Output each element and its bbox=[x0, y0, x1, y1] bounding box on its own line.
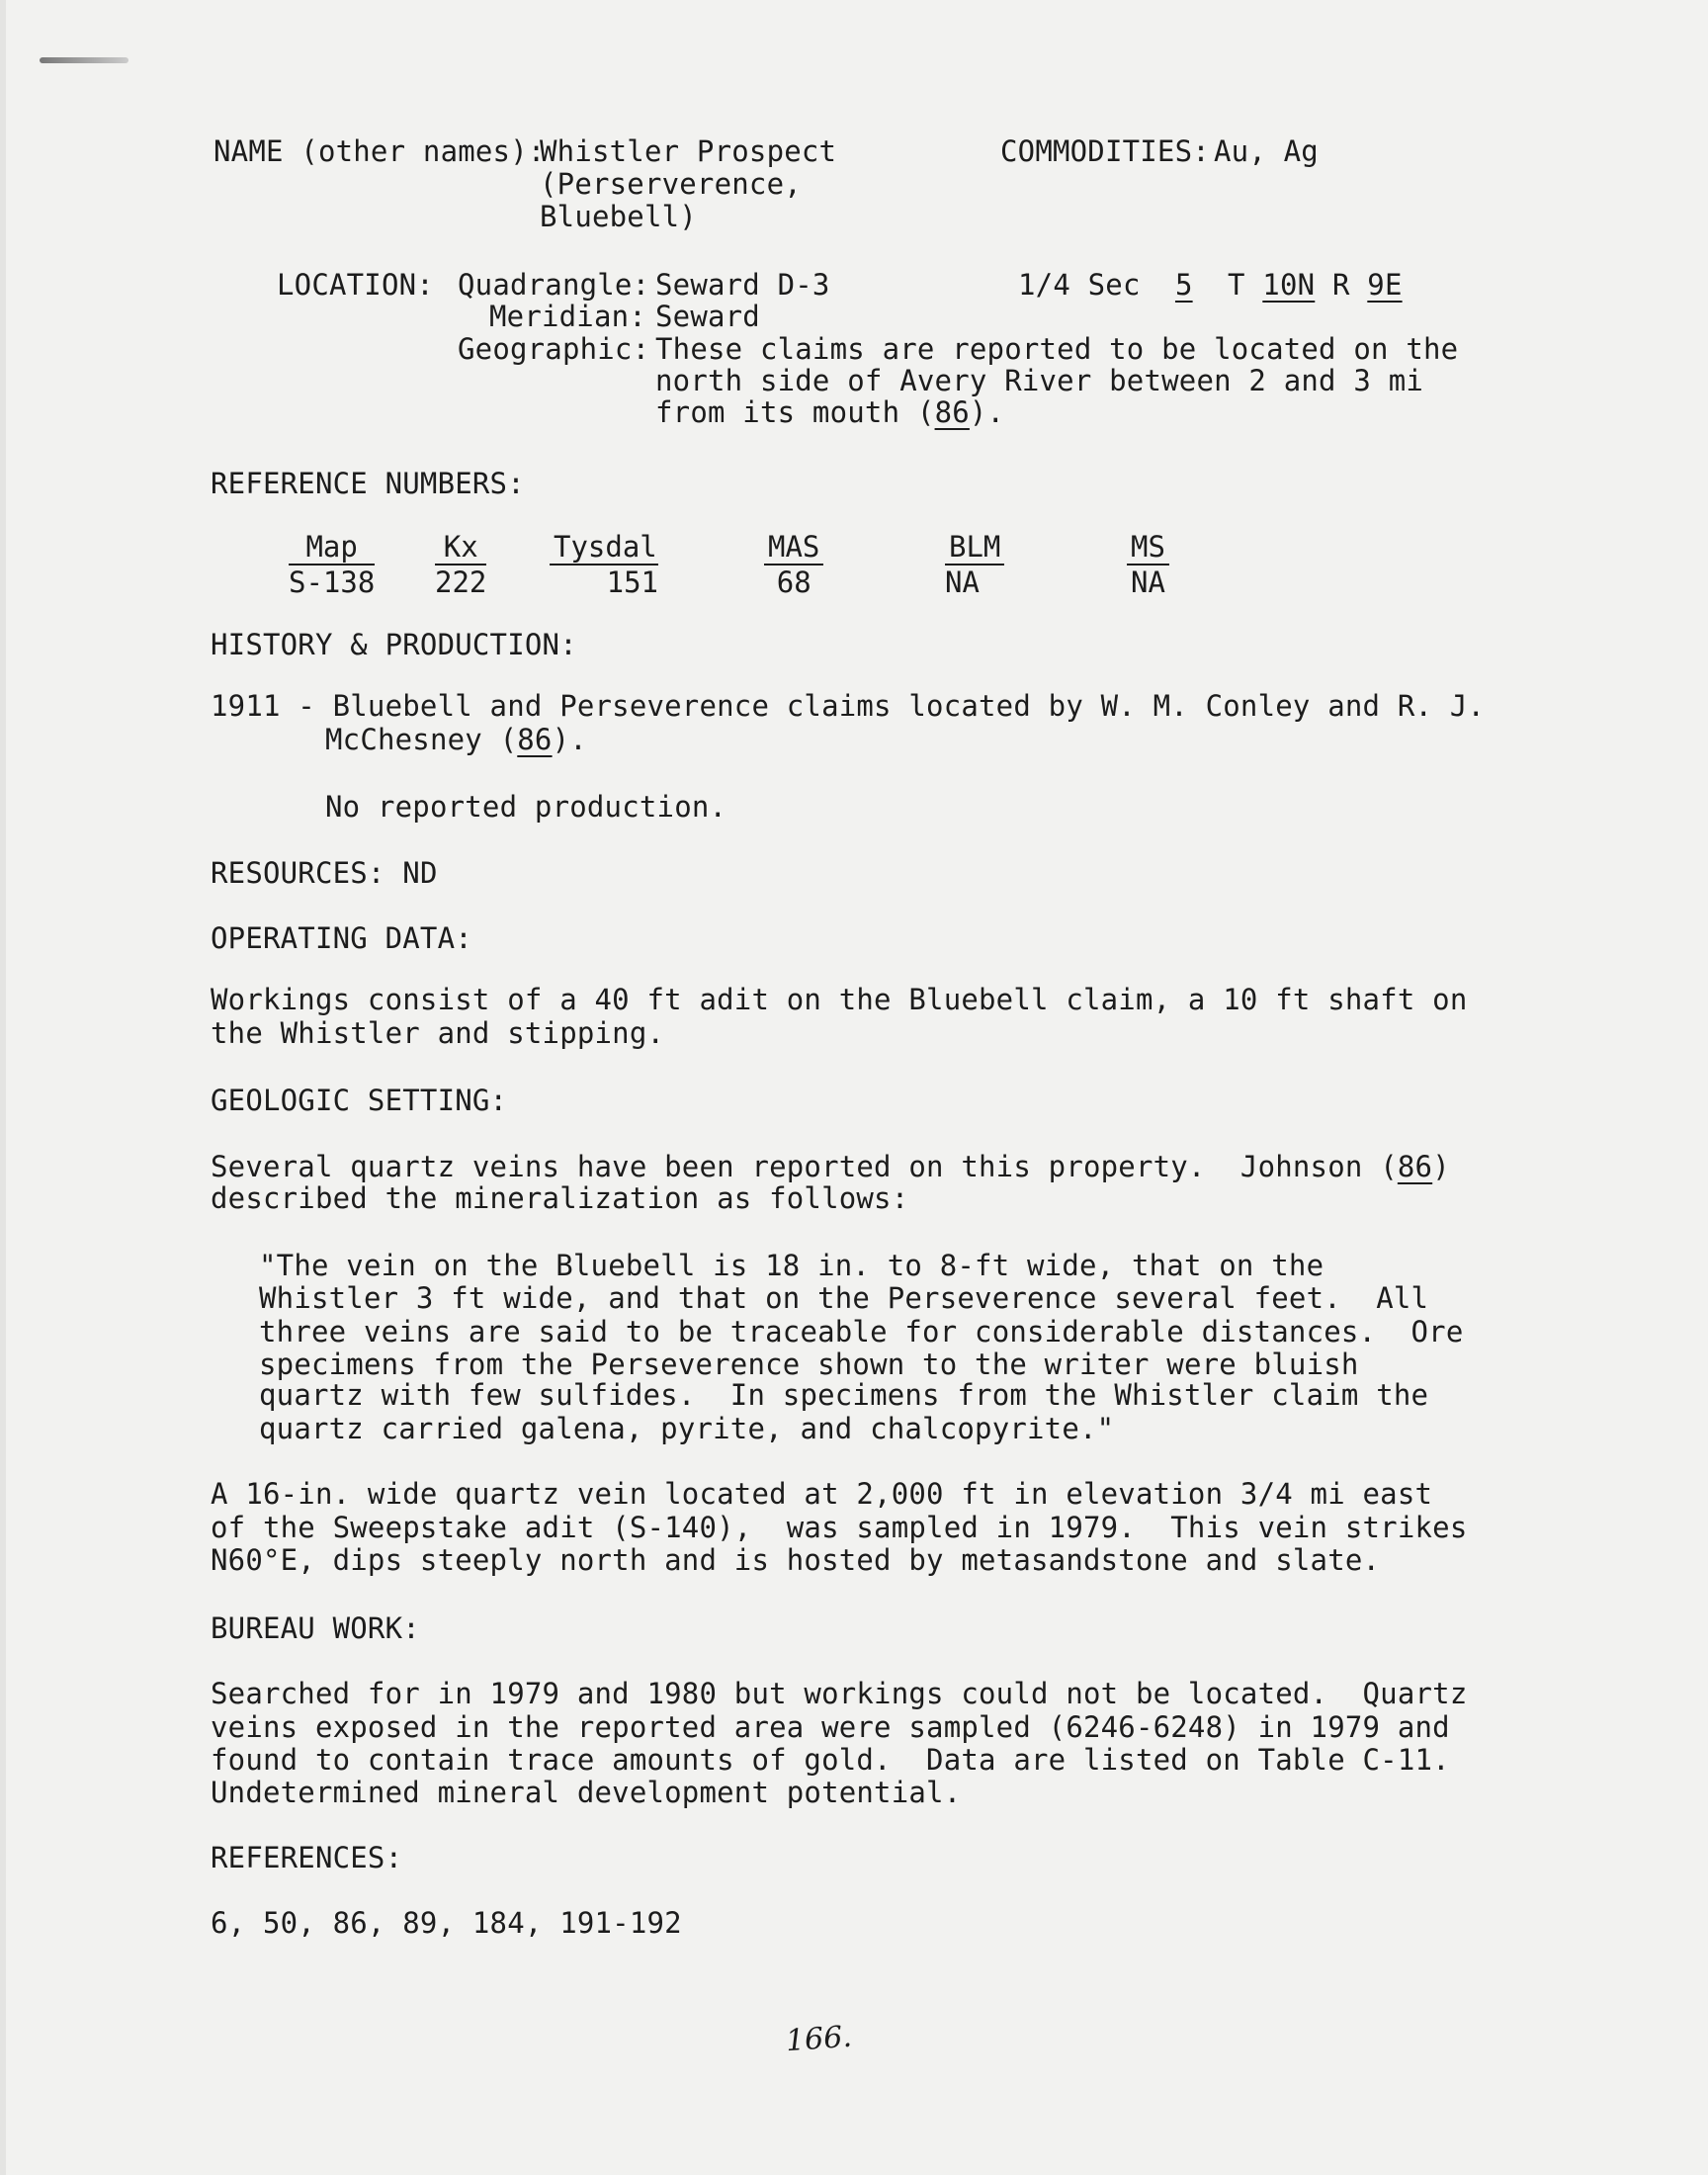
ref-mas bbox=[764, 530, 823, 599]
name-label: NAME (other names): bbox=[214, 134, 546, 168]
geologic-label: GEOLOGIC SETTING: bbox=[211, 1084, 508, 1117]
range-value: 9E bbox=[1367, 268, 1403, 302]
geologic-intro-line-2: described the mineralization as follows: bbox=[211, 1181, 909, 1215]
location-label: LOCATION: bbox=[277, 268, 434, 302]
ref-map bbox=[289, 530, 375, 599]
geologic-after-line-2: of the Sweepstake adit (S-140), was sampled in 1979. This vein strikes bbox=[211, 1511, 1468, 1544]
location-tr bbox=[1018, 268, 1403, 302]
ref-tysdal-value: 151 bbox=[606, 566, 658, 599]
scan-mark bbox=[40, 57, 128, 63]
ref-blm-value: NA bbox=[945, 566, 980, 599]
quote-line-1: "The vein on the Bluebell is 18 in. to 8-ft wide, that on the bbox=[259, 1249, 1324, 1282]
bureau-line-3: found to contain trace amounts of gold. Data are listed on Table C-11. bbox=[211, 1743, 1450, 1777]
quote-line-5: quartz with few sulfides. In specimens from the Whistler claim the bbox=[259, 1378, 1429, 1412]
quarter-label: 1/4 Sec bbox=[1018, 268, 1141, 302]
geographic-line-2: north side of Avery River between 2 and 3 mi bbox=[655, 364, 1424, 397]
quote-line-2: Whistler 3 ft wide, and that on the Perseverence several feet. All bbox=[259, 1281, 1429, 1315]
history-label: HISTORY & PRODUCTION: bbox=[211, 628, 577, 661]
geologic-after-line-1: A 16-in. wide quartz vein located at 2,000 ft in elevation 3/4 mi east bbox=[211, 1477, 1433, 1511]
operating-line-1: Workings consist of a 40 ft adit on the Bluebell claim, a 10 ft shaft on bbox=[211, 983, 1468, 1016]
reference-numbers-label: REFERENCE NUMBERS: bbox=[211, 467, 525, 500]
bureau-line-2: veins exposed in the reported area were sampled (6246-6248) in 1979 and bbox=[211, 1710, 1450, 1744]
ref-ms bbox=[1127, 530, 1169, 599]
quote-line-6: quartz carried galena, pyrite, and chalcopyrite." bbox=[259, 1412, 1115, 1445]
resources-value: ND bbox=[402, 856, 438, 890]
history-ref: 86 bbox=[517, 723, 553, 756]
operating-line-2: the Whistler and stipping. bbox=[211, 1016, 665, 1050]
section-value: 5 bbox=[1174, 268, 1193, 302]
name-line-2: (Perserverence, bbox=[540, 167, 802, 201]
page-number: 166. bbox=[784, 2019, 853, 2059]
ref-ms-value: NA bbox=[1131, 566, 1165, 599]
meridian-label: Meridian: bbox=[489, 300, 646, 333]
ref-mas-value: 68 bbox=[776, 566, 811, 599]
production-note: No reported production. bbox=[325, 790, 727, 824]
resources-line bbox=[211, 856, 438, 890]
township-label: T bbox=[1227, 268, 1245, 302]
bureau-line-4: Undetermined mineral development potential. bbox=[211, 1776, 962, 1809]
geographic-line-3: from its mouth (86). bbox=[655, 395, 1005, 429]
commodities-label: COMMODITIES: bbox=[1000, 134, 1210, 168]
geologic-ref: 86 bbox=[1397, 1150, 1433, 1183]
geologic-after-line-3: N60°E, dips steeply north and is hosted by metasandstone and slate. bbox=[211, 1543, 1381, 1577]
range-label: R bbox=[1331, 268, 1350, 302]
references-label: REFERENCES: bbox=[211, 1841, 403, 1874]
scan-edge bbox=[0, 0, 6, 2175]
history-entry-line-1: 1911 - Bluebell and Perseverence claims located by W. M. Conley and R. J. bbox=[211, 689, 1486, 723]
name-line-3: Bluebell) bbox=[540, 200, 697, 233]
bureau-line-1: Searched for in 1979 and 1980 but workings could not be located. Quartz bbox=[211, 1677, 1468, 1710]
ref-tysdal-head: Tysdal bbox=[550, 530, 658, 566]
quadrangle-label: Quadrangle: bbox=[458, 268, 650, 302]
quadrangle-value: Seward D-3 bbox=[655, 268, 830, 302]
ref-kx bbox=[435, 530, 486, 599]
ref-blm-head: BLM bbox=[945, 530, 1004, 566]
geographic-ref: 86 bbox=[934, 395, 970, 429]
ref-mas-head: MAS bbox=[764, 530, 823, 566]
bureau-label: BUREAU WORK: bbox=[211, 1611, 420, 1645]
ref-ms-head: MS bbox=[1127, 530, 1169, 566]
geologic-intro-line-1: Several quartz veins have been reported on this property. Johnson (86) bbox=[211, 1150, 1450, 1183]
meridian-value: Seward bbox=[655, 300, 760, 333]
commodities-value: Au, Ag bbox=[1214, 134, 1319, 168]
ref-map-head: Map bbox=[289, 530, 375, 566]
references-value: 6, 50, 86, 89, 184, 191-192 bbox=[211, 1906, 682, 1940]
geographic-line-1: These claims are reported to be located on the bbox=[655, 332, 1459, 366]
township-value: 10N bbox=[1262, 268, 1316, 302]
operating-label: OPERATING DATA: bbox=[211, 921, 472, 955]
name-line-1: Whistler Prospect bbox=[540, 134, 837, 168]
ref-map-value: S-138 bbox=[289, 566, 376, 599]
ref-blm bbox=[945, 530, 1004, 599]
ref-kx-head: Kx bbox=[435, 530, 486, 566]
ref-kx-value: 222 bbox=[435, 566, 487, 599]
quote-line-4: specimens from the Perseverence shown to the writer were bluish bbox=[259, 1348, 1359, 1381]
resources-label: RESOURCES: bbox=[211, 856, 385, 890]
ref-tysdal bbox=[550, 530, 658, 599]
history-entry-line-2: McChesney (86). bbox=[325, 723, 587, 756]
quote-line-3: three veins are said to be traceable for considerable distances. Ore bbox=[259, 1315, 1464, 1348]
geographic-label: Geographic: bbox=[458, 332, 650, 366]
